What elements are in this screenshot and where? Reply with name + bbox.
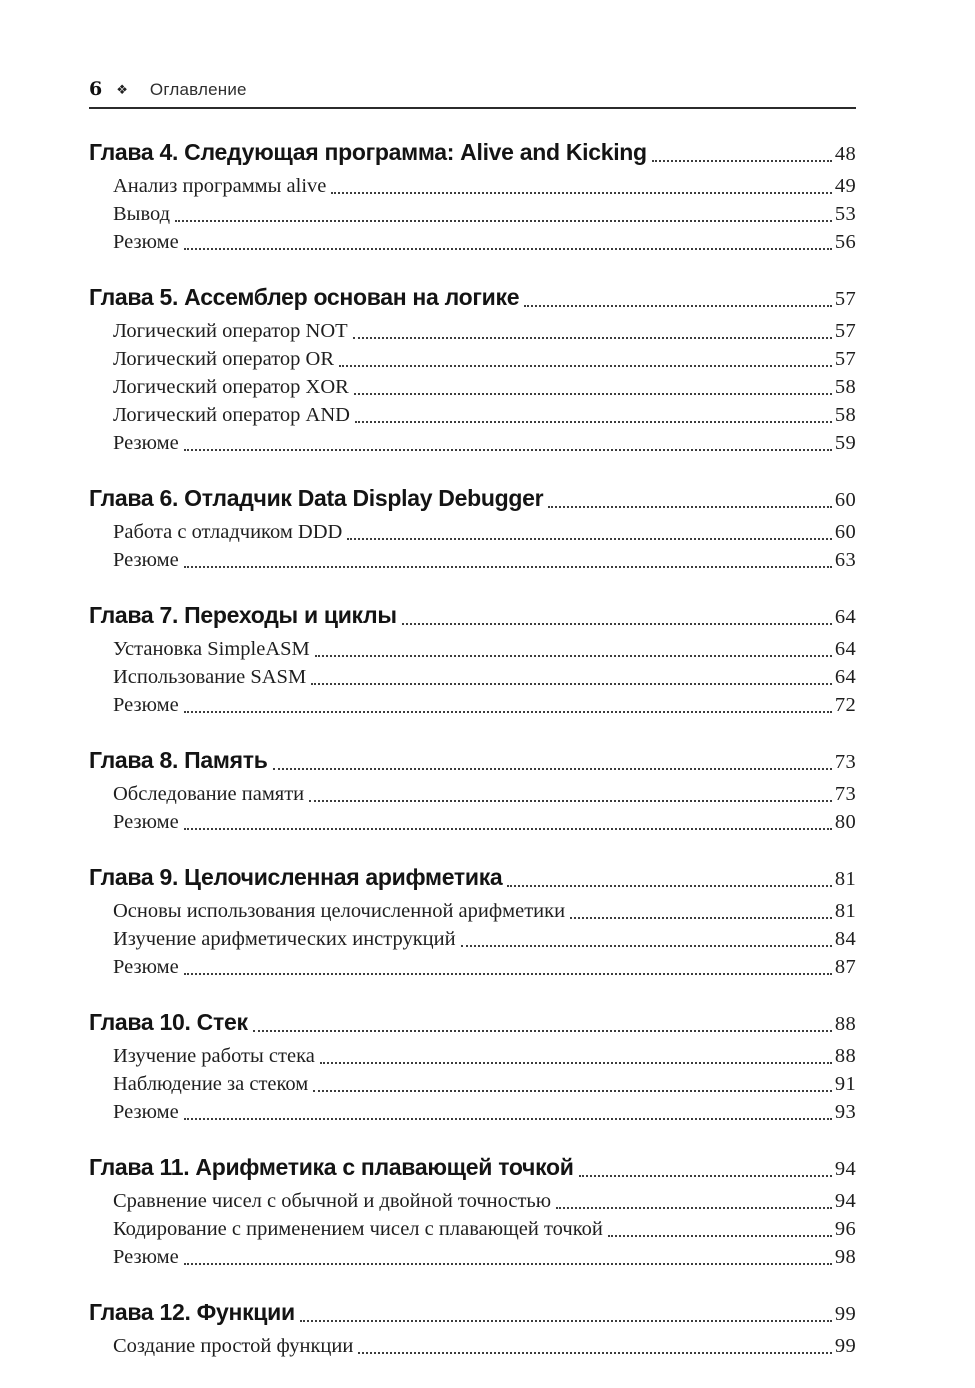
item-page-number: 81 xyxy=(834,900,856,922)
toc-chapter-row xyxy=(89,282,856,314)
item-page-number: 57 xyxy=(834,348,856,370)
chapter-page-number: 57 xyxy=(834,288,856,310)
running-head xyxy=(89,78,856,109)
item-page-number: 58 xyxy=(834,376,856,398)
chapter-page-number: 73 xyxy=(834,751,856,773)
chapter-page-number: 99 xyxy=(834,1303,856,1325)
item-title: Создание простой функции xyxy=(113,1335,354,1357)
toc-item-row xyxy=(89,546,856,574)
toc-section xyxy=(89,1297,856,1360)
chapter-page-number: 88 xyxy=(834,1013,856,1035)
toc-item-row xyxy=(89,518,856,546)
item-page-number: 64 xyxy=(834,666,856,688)
dot-leader xyxy=(184,1118,832,1120)
dot-leader xyxy=(175,220,832,222)
dot-leader xyxy=(273,768,832,770)
item-title: Резюме xyxy=(113,956,179,978)
item-page-number: 53 xyxy=(834,203,856,225)
item-page-number: 58 xyxy=(834,404,856,426)
item-title: Обследование памяти xyxy=(113,783,305,805)
page-number-folio: 6 xyxy=(89,78,103,100)
dot-leader xyxy=(184,1263,832,1265)
toc-item-row xyxy=(89,953,856,981)
dot-leader xyxy=(300,1320,832,1322)
dot-leader xyxy=(354,393,832,395)
toc-item-row xyxy=(89,401,856,429)
item-title: Логический оператор OR xyxy=(113,348,334,370)
item-title: Резюме xyxy=(113,694,179,716)
item-page-number: 99 xyxy=(834,1335,856,1357)
dot-leader xyxy=(548,506,832,508)
item-page-number: 63 xyxy=(834,549,856,571)
dot-leader xyxy=(353,337,832,339)
dot-leader xyxy=(524,305,832,307)
toc-item-row xyxy=(89,345,856,373)
dot-leader xyxy=(355,421,832,423)
toc-item-row xyxy=(89,691,856,719)
item-page-number: 84 xyxy=(834,928,856,950)
chapter-title: Глава 11. Арифметика с плавающей точкой xyxy=(89,1154,574,1180)
toc-item-row xyxy=(89,925,856,953)
chapter-title: Глава 7. Переходы и циклы xyxy=(89,602,397,628)
item-title: Анализ программы alive xyxy=(113,175,327,197)
dot-leader xyxy=(652,160,832,162)
toc-chapter-row xyxy=(89,483,856,515)
item-title: Изучение работы стека xyxy=(113,1045,315,1067)
chapter-page-number: 64 xyxy=(834,606,856,628)
item-page-number: 96 xyxy=(834,1218,856,1240)
dot-leader xyxy=(339,365,832,367)
dot-leader xyxy=(402,623,832,625)
chapter-page-number: 60 xyxy=(834,489,856,511)
toc-item-row xyxy=(89,808,856,836)
chapter-title: Глава 8. Память xyxy=(89,747,268,773)
toc-chapter-row xyxy=(89,1152,856,1184)
item-title: Наблюдение за стеком xyxy=(113,1073,309,1095)
chapter-title: Глава 6. Отладчик Data Display Debugger xyxy=(89,485,544,511)
dot-leader xyxy=(556,1207,832,1209)
dot-leader xyxy=(315,655,832,657)
four-diamonds-icon: ❖ xyxy=(116,82,128,97)
item-title: Логический оператор XOR xyxy=(113,376,349,398)
toc-section xyxy=(89,137,856,256)
item-title: Кодирование с применением чисел с плавающей точкой xyxy=(113,1218,603,1240)
toc-item-row xyxy=(89,1098,856,1126)
chapter-title: Глава 9. Целочисленная арифметика xyxy=(89,864,503,890)
dot-leader xyxy=(347,538,832,540)
dot-leader xyxy=(184,449,832,451)
item-title: Вывод xyxy=(113,203,171,225)
toc-item-row xyxy=(89,172,856,200)
toc-item-row xyxy=(89,429,856,457)
dot-leader xyxy=(184,711,832,713)
toc-item-row xyxy=(89,1243,856,1271)
toc-section xyxy=(89,600,856,719)
toc-section xyxy=(89,1007,856,1126)
item-page-number: 56 xyxy=(834,231,856,253)
toc-item-row xyxy=(89,317,856,345)
dot-leader xyxy=(311,683,832,685)
chapter-title: Глава 10. Стек xyxy=(89,1009,248,1035)
toc-item-row xyxy=(89,373,856,401)
item-page-number: 49 xyxy=(834,175,856,197)
toc-chapter-row xyxy=(89,137,856,169)
dot-leader xyxy=(253,1030,832,1032)
toc-chapter-row xyxy=(89,600,856,632)
item-title: Резюме xyxy=(113,1246,179,1268)
toc-item-row xyxy=(89,1215,856,1243)
item-title: Использование SASM xyxy=(113,666,307,688)
toc-item-row xyxy=(89,663,856,691)
running-head-title: Оглавление xyxy=(149,80,247,99)
dot-leader xyxy=(608,1235,832,1237)
toc-item-row xyxy=(89,228,856,256)
dot-leader xyxy=(184,973,832,975)
item-title: Работа с отладчиком DDD xyxy=(113,521,343,543)
toc-chapter-row xyxy=(89,1007,856,1039)
item-page-number: 57 xyxy=(834,320,856,342)
toc-section xyxy=(89,745,856,836)
item-page-number: 64 xyxy=(834,638,856,660)
dot-leader xyxy=(579,1175,832,1177)
item-page-number: 87 xyxy=(834,956,856,978)
item-title: Установка SimpleASM xyxy=(113,638,310,660)
item-page-number: 80 xyxy=(834,811,856,833)
chapter-page-number: 81 xyxy=(834,868,856,890)
chapter-page-number: 48 xyxy=(834,143,856,165)
item-title: Изучение арифметических инструкций xyxy=(113,928,456,950)
dot-leader xyxy=(184,248,832,250)
dot-leader xyxy=(320,1062,832,1064)
toc-item-row xyxy=(89,635,856,663)
item-title: Основы использования целочисленной арифметики xyxy=(113,900,566,922)
toc-item-row xyxy=(89,897,856,925)
dot-leader xyxy=(358,1352,832,1354)
dot-leader xyxy=(461,945,832,947)
toc-item-row xyxy=(89,1042,856,1070)
toc-chapter-row xyxy=(89,745,856,777)
dot-leader xyxy=(309,800,832,802)
chapter-page-number: 94 xyxy=(834,1158,856,1180)
dot-leader xyxy=(331,192,832,194)
toc-item-row xyxy=(89,1070,856,1098)
chapter-title: Глава 5. Ассемблер основан на логике xyxy=(89,284,520,310)
item-title: Резюме xyxy=(113,432,179,454)
item-page-number: 59 xyxy=(834,432,856,454)
table-of-contents xyxy=(89,109,856,1360)
item-page-number: 98 xyxy=(834,1246,856,1268)
item-title: Резюме xyxy=(113,231,179,253)
chapter-title: Глава 12. Функции xyxy=(89,1299,295,1325)
item-page-number: 88 xyxy=(834,1045,856,1067)
item-title: Логический оператор NOT xyxy=(113,320,348,342)
toc-chapter-row xyxy=(89,1297,856,1329)
dot-leader xyxy=(313,1090,832,1092)
toc-section xyxy=(89,282,856,457)
toc-section xyxy=(89,483,856,574)
item-page-number: 91 xyxy=(834,1073,856,1095)
item-title: Сравнение чисел с обычной и двойной точностью xyxy=(113,1190,552,1212)
item-page-number: 93 xyxy=(834,1101,856,1123)
toc-chapter-row xyxy=(89,862,856,894)
dot-leader xyxy=(184,566,832,568)
item-page-number: 72 xyxy=(834,694,856,716)
item-title: Резюме xyxy=(113,1101,179,1123)
toc-item-row xyxy=(89,1332,856,1360)
item-page-number: 94 xyxy=(834,1190,856,1212)
dot-leader xyxy=(507,885,831,887)
toc-section xyxy=(89,862,856,981)
toc-section xyxy=(89,1152,856,1271)
item-title: Резюме xyxy=(113,549,179,571)
dot-leader xyxy=(570,917,832,919)
item-page-number: 73 xyxy=(834,783,856,805)
item-title: Логический оператор AND xyxy=(113,404,350,426)
toc-item-row xyxy=(89,200,856,228)
toc-item-row xyxy=(89,1187,856,1215)
chapter-title: Глава 4. Следующая программа: Alive and Kicking xyxy=(89,139,647,165)
toc-item-row xyxy=(89,780,856,808)
item-title: Резюме xyxy=(113,811,179,833)
dot-leader xyxy=(184,828,832,830)
item-page-number: 60 xyxy=(834,521,856,543)
